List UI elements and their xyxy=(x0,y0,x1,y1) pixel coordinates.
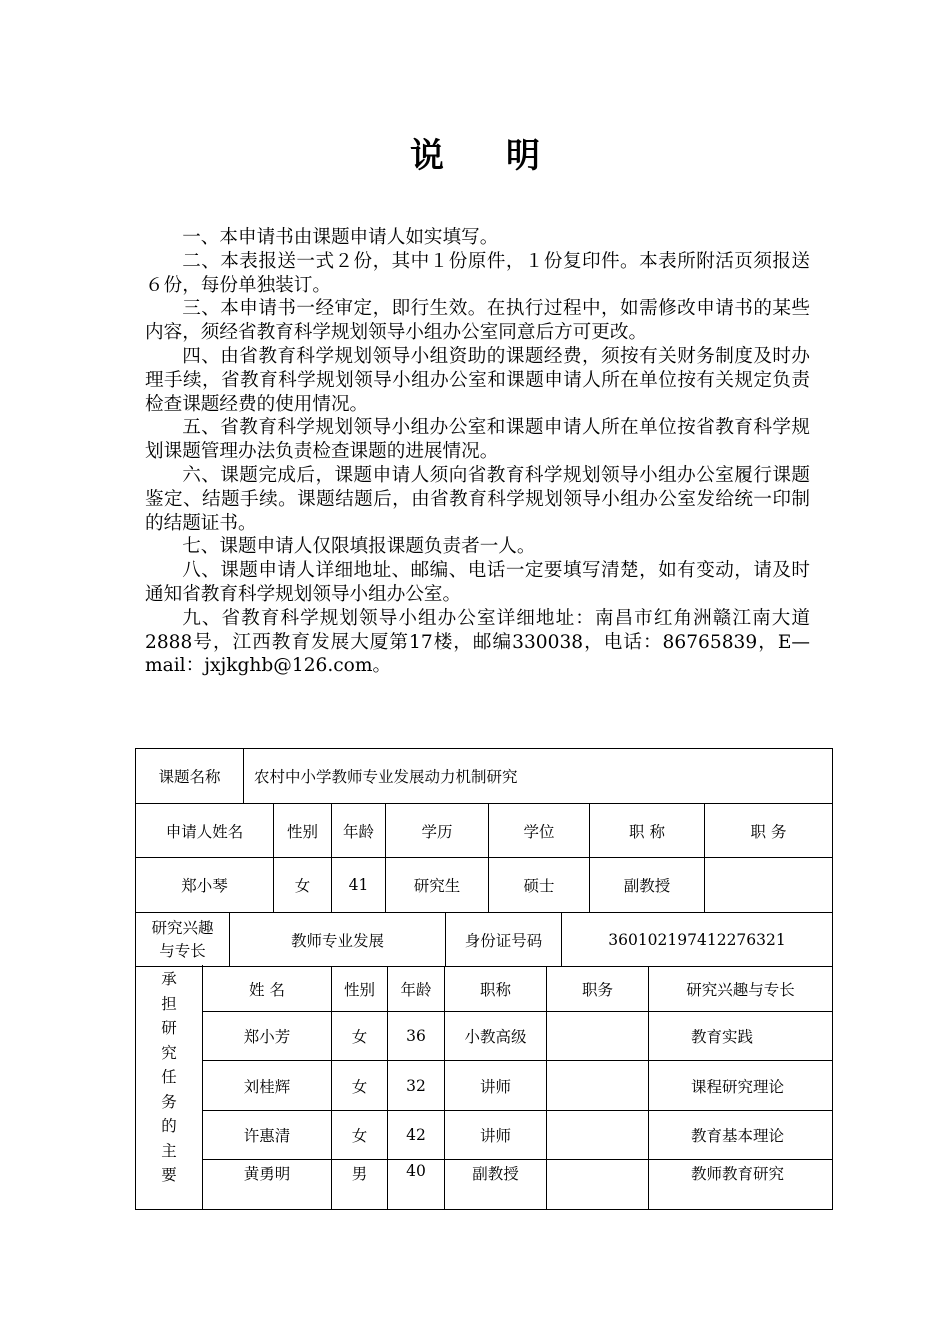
header-age: 年龄 xyxy=(332,804,386,857)
members-vertical-label: 承 担 研 究 任 务 的 主 要 xyxy=(136,965,203,1209)
applicant-position xyxy=(705,858,832,912)
member-interest: 教育基本理论 xyxy=(691,1127,785,1145)
topic-label: 课题名称 xyxy=(136,749,244,803)
member-title: 小教高级 xyxy=(445,1012,547,1060)
table-row xyxy=(203,1012,832,1061)
topic-row xyxy=(136,749,832,804)
member-age: 40 xyxy=(388,1160,445,1209)
title-char-2: 明 xyxy=(506,136,540,176)
table-row xyxy=(203,1111,832,1160)
header-name: 申请人姓名 xyxy=(136,804,274,857)
note-item: 五、省教育科学规划领导小组办公室和课题申请人所在单位按省教育科学规划课题管理办法负责检查课题的进展情况。 xyxy=(145,417,810,463)
member-gender: 女 xyxy=(332,1061,388,1110)
note-item: 七、课题申请人仅限填报课题负责者一人。 xyxy=(182,536,536,558)
applicant-age: 41 xyxy=(332,858,386,912)
page-title xyxy=(0,128,950,177)
member-title: 讲师 xyxy=(445,1111,547,1159)
member-interest: 教育实践 xyxy=(691,1028,754,1046)
applicant-gender: 女 xyxy=(274,858,332,912)
member-header-name: 姓 名 xyxy=(203,967,332,1011)
applicant-row xyxy=(136,858,832,913)
member-name: 刘桂辉 xyxy=(203,1061,332,1110)
id-value: 360102197412276321 xyxy=(608,930,786,949)
member-position xyxy=(547,1012,649,1060)
member-name: 许惠清 xyxy=(203,1111,332,1159)
member-header-title: 职称 xyxy=(445,967,547,1011)
application-form-table xyxy=(135,748,833,1210)
interest-value: 教师专业发展 xyxy=(230,913,446,966)
member-interest: 课程研究理论 xyxy=(691,1077,785,1096)
applicant-education: 研究生 xyxy=(386,858,489,912)
member-position xyxy=(547,1160,649,1209)
title-char-1: 说 xyxy=(410,136,444,176)
header-title: 职 称 xyxy=(590,804,705,857)
header-position: 职 务 xyxy=(750,822,787,841)
note-item: 六、课题完成后，课题申请人须向省教育科学规划领导小组办公室履行课题鉴定、结题手续。课题结题后，由省教育科学规划领导小组办公室发给统一印制的结题证书。 xyxy=(145,464,810,534)
member-name: 郑小芳 xyxy=(203,1012,332,1060)
note-item: 一、本申请书由课题申请人如实填写。 xyxy=(182,227,499,248)
header-gender: 性别 xyxy=(274,804,332,857)
member-position xyxy=(547,1061,649,1110)
member-age: 36 xyxy=(388,1012,445,1060)
member-age: 42 xyxy=(388,1111,445,1159)
member-header-gender: 性别 xyxy=(332,967,388,1011)
instructions xyxy=(145,226,810,678)
table-row xyxy=(203,1160,832,1209)
header-degree: 学位 xyxy=(489,804,590,857)
member-interest: 教师教育研究 xyxy=(691,1165,785,1183)
topic-value: 农村中小学教师专业发展动力机制研究 xyxy=(254,768,518,786)
id-label: 身份证号码 xyxy=(446,913,562,966)
member-title: 讲师 xyxy=(445,1061,547,1110)
member-header-position: 职务 xyxy=(547,967,649,1011)
interest-label: 研究兴趣与专长 xyxy=(136,913,230,966)
applicant-title: 副教授 xyxy=(590,858,705,912)
header-education: 学历 xyxy=(386,804,489,857)
member-age: 32 xyxy=(388,1061,445,1110)
member-gender: 女 xyxy=(332,1012,388,1060)
member-title: 副教授 xyxy=(445,1160,547,1209)
member-gender: 女 xyxy=(332,1111,388,1159)
note-item: 八、课题申请人详细地址、邮编、电话一定要填写清楚，如有变动，请及时通知省教育科学规划领导小组办公室。 xyxy=(145,560,810,605)
table-row xyxy=(203,1061,832,1111)
note-item: 九、省教育科学规划领导小组办公室详细地址：南昌市红角洲赣江南大道2888号，江西教育发展大厦第17楼，邮编330038，电话：86765839，E—mail：jxjkghb@126.com。 xyxy=(145,607,810,677)
member-name: 黄勇明 xyxy=(203,1160,332,1209)
note-item: 四、由省教育科学规划领导小组资助的课题经费，须按有关财务制度及时办理手续，省教育科学规划领导小组办公室和课题申请人所在单位按有关规定负责检查课题经费的使用情况。 xyxy=(145,345,810,415)
member-header-interest: 研究兴趣与专长 xyxy=(686,981,795,999)
applicant-degree: 硕士 xyxy=(489,858,590,912)
member-gender: 男 xyxy=(332,1160,388,1209)
member-header-age: 年龄 xyxy=(388,967,445,1011)
applicant-name: 郑小琴 xyxy=(136,858,274,912)
note-item: 三、本申请书一经审定，即行生效。在执行过程中，如需修改申请书的某些内容，须经省教育科学规划领导小组办公室同意后方可更改。 xyxy=(145,298,810,344)
applicant-header-row xyxy=(136,804,832,858)
interest-row xyxy=(136,913,832,967)
note-item: 二、本表报送一式２份，其中１份原件，１份复印件。本表所附活页须报送６份，每份单独装订。 xyxy=(145,250,810,296)
member-position xyxy=(547,1111,649,1159)
member-header-row xyxy=(203,967,832,1012)
